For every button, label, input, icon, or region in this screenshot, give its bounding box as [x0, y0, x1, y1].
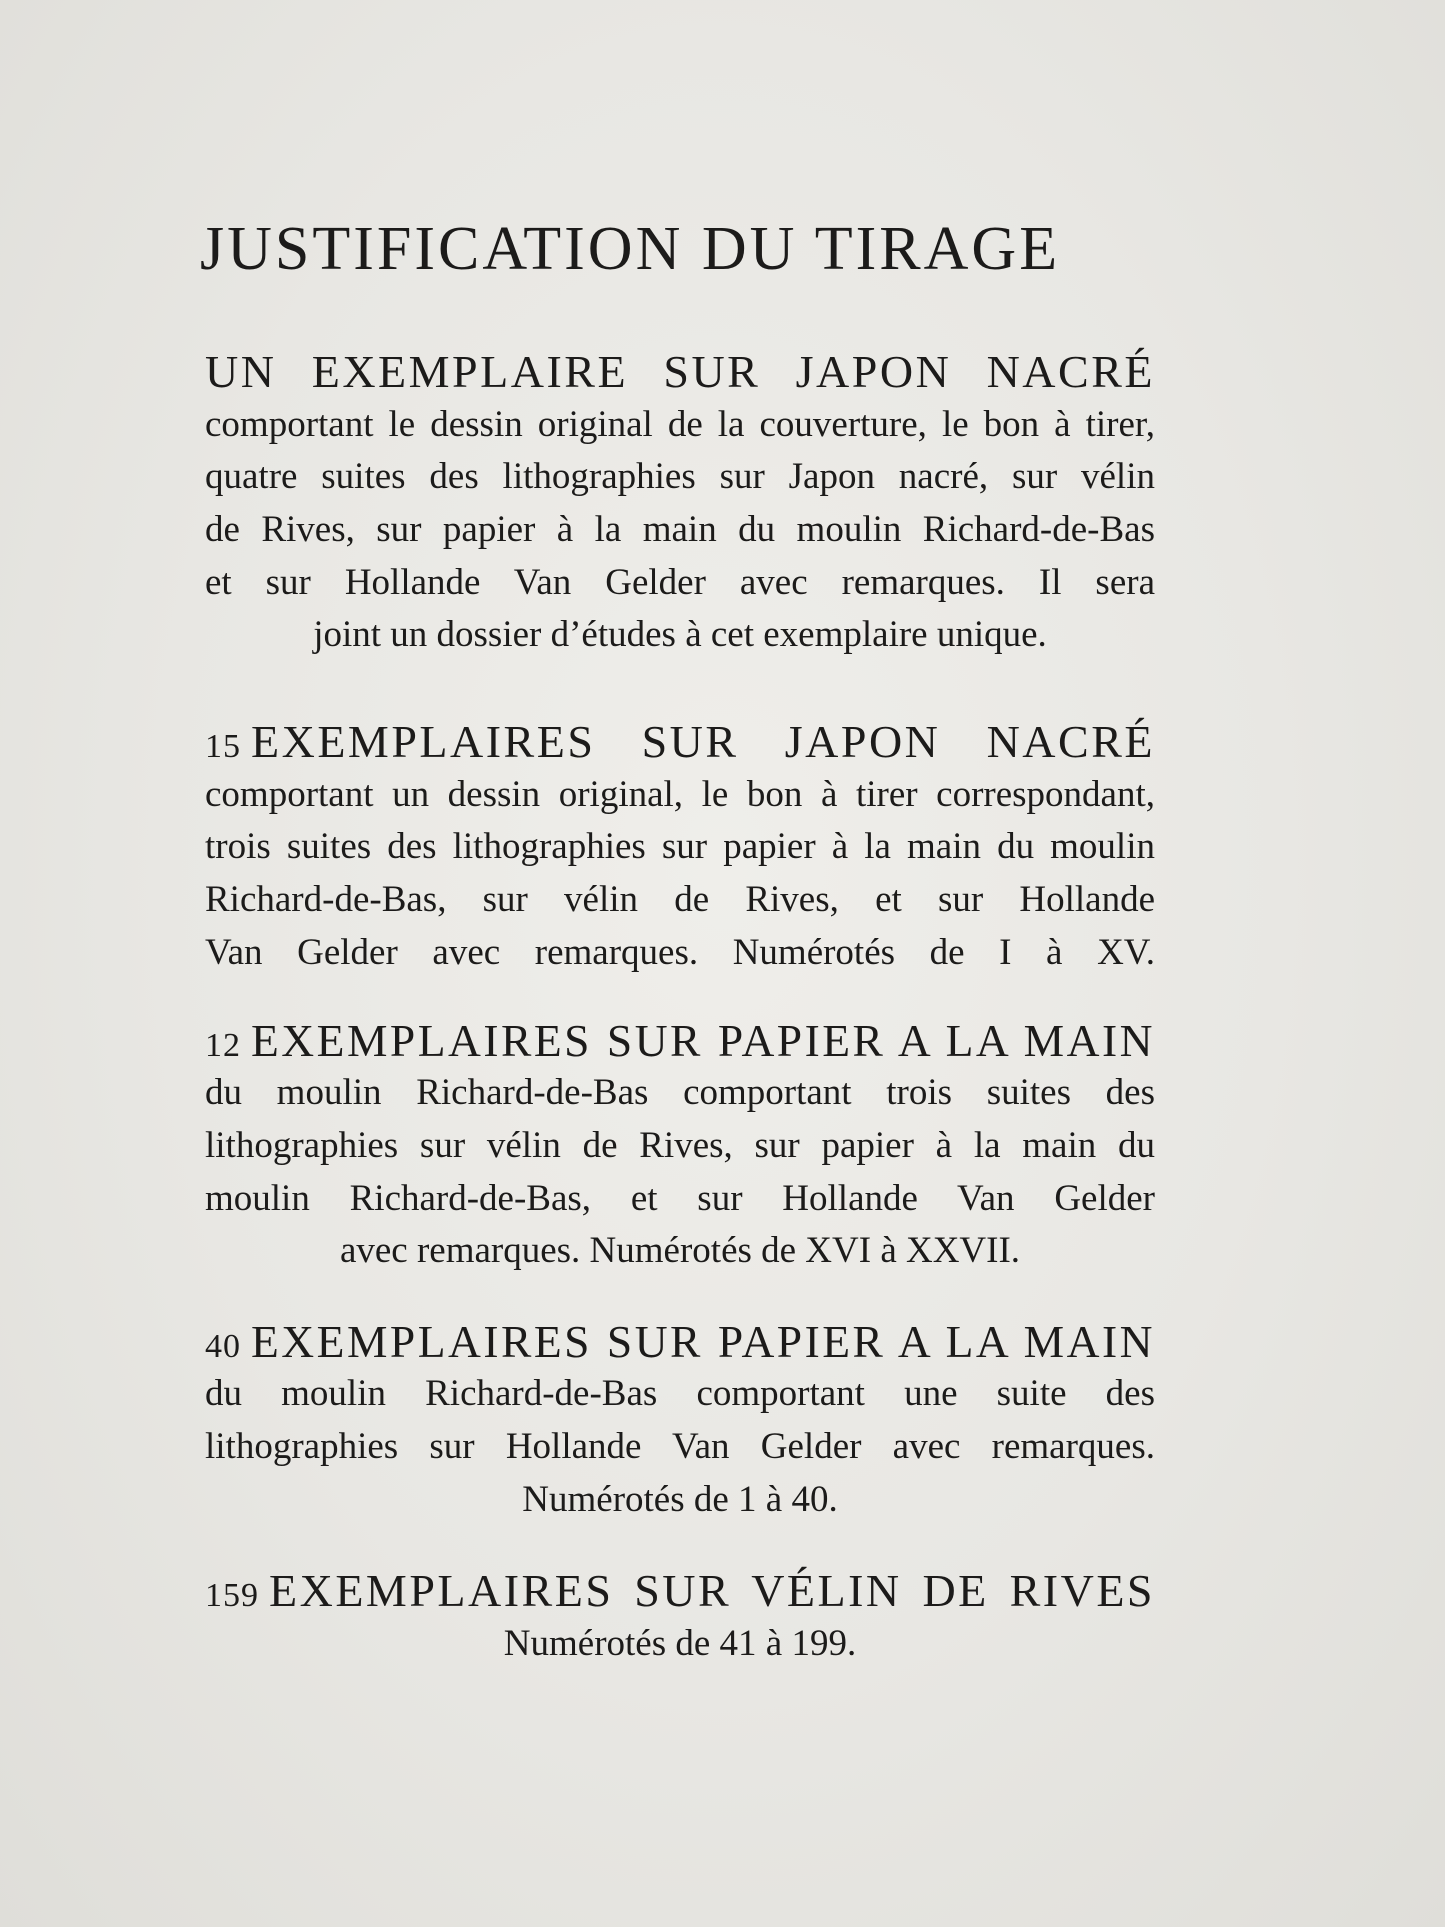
section-count: 159: [205, 1577, 259, 1614]
section-line: Numérotés de 1 à 40.: [522, 1478, 838, 1520]
section-line: Richard-de-Bas, sur vélin de Rives, et sur Hollande: [205, 879, 1155, 921]
section-line: du moulin Richard-de-Bas comportant une suite des: [205, 1373, 1155, 1415]
section-heading-text: EXEMPLAIRES SUR JAPON NACRÉ: [251, 716, 1155, 767]
section-heading-text: UN EXEMPLAIRE SUR JAPON NACRÉ: [205, 346, 1155, 397]
section-line: trois suites des lithographies sur papier à la main du moulin: [205, 826, 1155, 868]
section-line: comportant un dessin original, le bon à tirer correspondant,: [205, 773, 1155, 815]
edition-section-velin-159: [205, 1565, 1155, 1670]
section-line: avec remarques. Numérotés de XVI à XXVII.: [339, 1230, 1021, 1272]
section-line: lithographies sur vélin de Rives, sur papier à la main du: [205, 1124, 1155, 1166]
page-title: JUSTIFICATION DU TIRAGE: [200, 215, 1061, 283]
section-count: 40: [205, 1328, 241, 1365]
section-count: 15: [205, 728, 241, 765]
section-line: Van Gelder avec remarques. Numérotés de I à XV.: [205, 931, 1155, 973]
edition-section-japon-15: [205, 716, 1155, 979]
section-heading: [205, 346, 1155, 399]
section-line: et sur Hollande Van Gelder avec remarques. Il sera: [205, 561, 1155, 603]
section-heading: [205, 1565, 1155, 1618]
section-line: lithographies sur Hollande Van Gelder avec remarques.: [205, 1425, 1155, 1467]
section-line: quatre suites des lithographies sur Japon nacré, sur vélin: [205, 456, 1155, 498]
section-line: joint un dossier d’études à cet exemplaire unique.: [313, 614, 1047, 656]
section-heading: [205, 1316, 1155, 1368]
section-line: Numérotés de 41 à 199.: [503, 1622, 857, 1664]
section-heading-text: EXEMPLAIRES SUR PAPIER A LA MAIN: [251, 1015, 1155, 1066]
section-line: de Rives, sur papier à la main du moulin Richard-de-Bas: [205, 509, 1155, 551]
section-line: du moulin Richard-de-Bas comportant trois suites des: [205, 1072, 1155, 1114]
section-heading-text: EXEMPLAIRES SUR VÉLIN DE RIVES: [269, 1565, 1155, 1616]
edition-section-papier-12: [205, 1015, 1155, 1278]
section-heading: [205, 1015, 1155, 1067]
section-line: moulin Richard-de-Bas, et sur Hollande Van Gelder: [205, 1177, 1155, 1219]
section-count: 12: [205, 1027, 241, 1064]
section-heading: [205, 716, 1155, 769]
edition-section-japon-unique: [205, 346, 1155, 662]
section-line: comportant le dessin original de la couverture, le bon à tirer,: [205, 403, 1155, 445]
edition-section-papier-40: [205, 1316, 1155, 1526]
section-heading-text: EXEMPLAIRES SUR PAPIER A LA MAIN: [251, 1316, 1155, 1367]
